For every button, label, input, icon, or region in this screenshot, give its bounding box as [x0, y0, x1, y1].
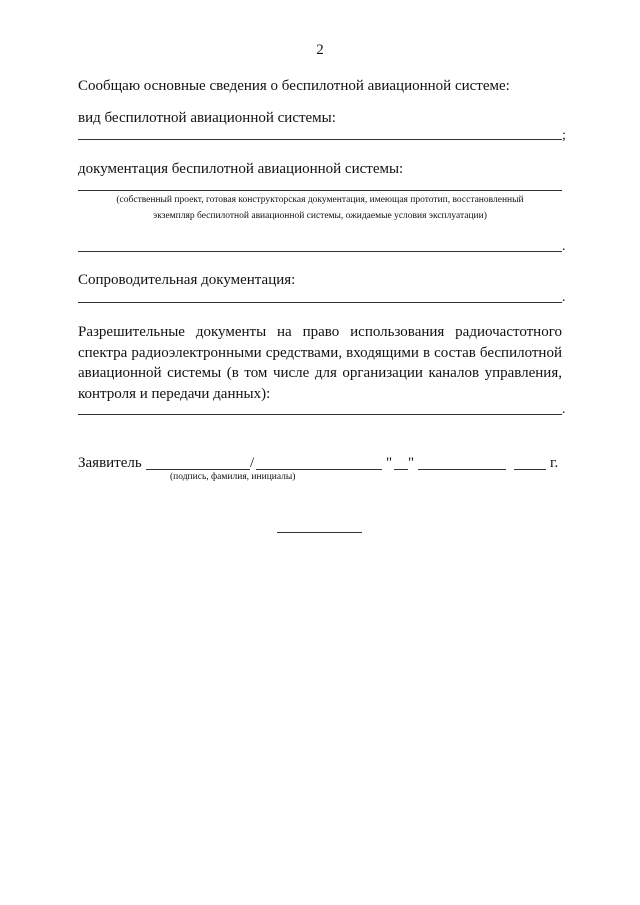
day-field[interactable]: [394, 469, 408, 470]
intro-text: Сообщаю основные сведения о беспилотной авиационной системе:: [78, 78, 510, 94]
signature-field[interactable]: [146, 469, 250, 470]
date-quote-open: ": [386, 455, 393, 471]
year-field[interactable]: [514, 469, 546, 470]
year-suffix: г.: [550, 455, 559, 471]
uas-type-semicolon: ;: [562, 128, 566, 143]
permits-line-4: контроля и передачи данных):: [78, 385, 271, 402]
permits-period: .: [562, 402, 566, 417]
document-end-rule: [277, 532, 362, 533]
permits-field[interactable]: [78, 414, 562, 415]
applicant-signature-row: [78, 455, 568, 475]
page-number: 2: [316, 42, 324, 58]
signature-slash: /: [250, 455, 255, 471]
permits-line-1: Разрешительные документы на право использования радиочастотного: [78, 324, 562, 340]
date-quote-close: ": [408, 455, 415, 471]
documentation-label: документация беспилотной авиационной системы:: [78, 161, 404, 177]
uas-type-field[interactable]: [78, 139, 562, 140]
documentation-period: .: [562, 239, 566, 254]
accompanying-period: .: [562, 290, 566, 305]
documentation-hint-line1: (собственный проект, готовая конструкторская документация, имеющая прототип, восстановленный: [116, 195, 524, 205]
permits-line-2: спектра радиоэлектронными средствами, входящими в состав беспилотной: [78, 344, 562, 361]
accompanying-field[interactable]: [78, 302, 562, 303]
accompanying-label: Сопроводительная документация:: [78, 272, 296, 288]
documentation-field[interactable]: [78, 190, 562, 191]
documentation-field-continued[interactable]: [78, 251, 562, 252]
applicant-label: Заявитель: [78, 455, 142, 471]
uas-type-label: вид беспилотной авиационной системы:: [78, 110, 336, 126]
name-field[interactable]: [256, 469, 382, 470]
documentation-hint: [78, 192, 562, 224]
documentation-hint-line2: экземпляр беспилотной авиационной системы, ожидаемые условия эксплуатации): [153, 211, 487, 221]
signature-hint: (подпись, фамилия, инициалы): [170, 472, 296, 482]
month-field[interactable]: [418, 469, 506, 470]
permits-line-3: авиационной системы (в том числе для организации каналов управления,: [78, 365, 562, 381]
permits-paragraph: [78, 322, 562, 404]
